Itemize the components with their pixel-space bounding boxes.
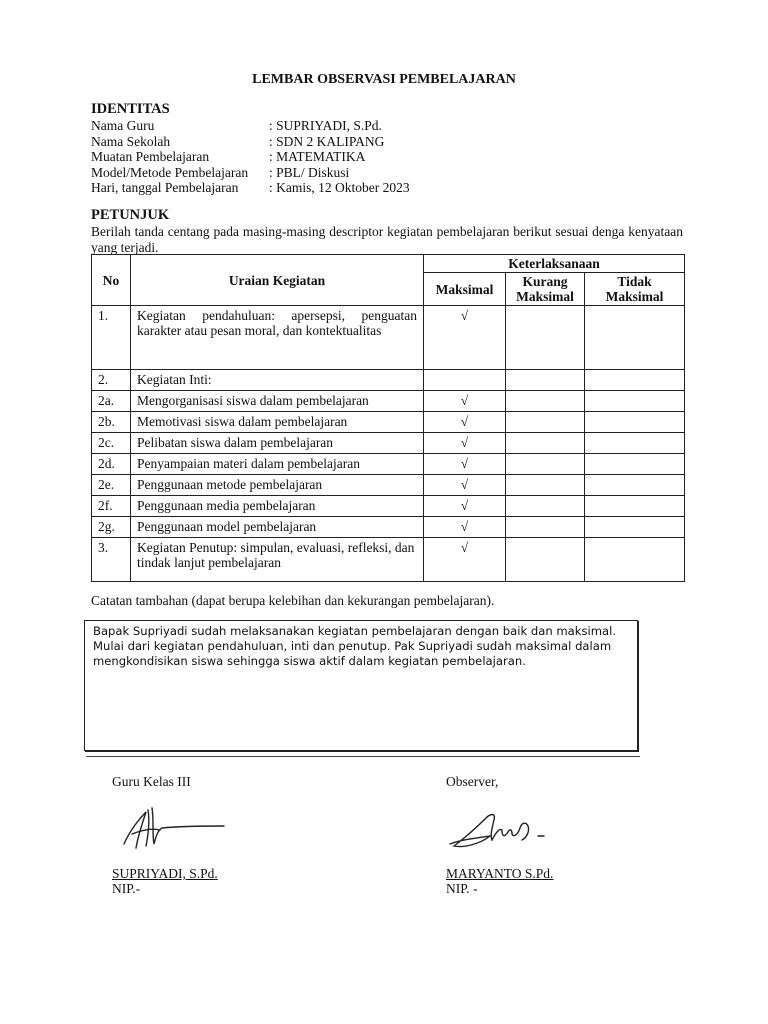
row-no: 2b. bbox=[92, 412, 131, 433]
petunjuk-text: Berilah tanda centang pada masing-masing descriptor kegiatan pembelajaran berikut sesuai denga kenyataan yang terjadi. bbox=[91, 224, 683, 255]
header-maksimal: Maksimal bbox=[424, 273, 506, 306]
row-kurang-check bbox=[506, 433, 585, 454]
row-kurang-check bbox=[506, 306, 585, 370]
row-tidak-check bbox=[585, 517, 685, 538]
row-no: 3. bbox=[92, 538, 131, 582]
table-row bbox=[92, 412, 685, 433]
identitas-label: Nama Guru bbox=[91, 118, 155, 133]
row-kurang-check bbox=[506, 538, 585, 582]
identitas-block bbox=[91, 118, 410, 196]
row-uraian: Penyampaian materi dalam pembelajaran bbox=[131, 454, 424, 475]
row-no: 2a. bbox=[92, 391, 131, 412]
row-tidak-check bbox=[585, 538, 685, 582]
identitas-row bbox=[91, 180, 410, 196]
signature-guru-icon bbox=[112, 800, 242, 856]
header-tidak-maksimal: Tidak Maksimal bbox=[585, 273, 685, 306]
identitas-value: : Kamis, 12 Oktober 2023 bbox=[269, 180, 410, 195]
signature-guru bbox=[112, 774, 242, 896]
row-maksimal-check: √ bbox=[424, 538, 506, 582]
row-tidak-check bbox=[585, 496, 685, 517]
identitas-value: : SUPRIYADI, S.Pd. bbox=[269, 118, 382, 133]
header-uraian: Uraian Kegiatan bbox=[131, 255, 424, 306]
row-maksimal-check: √ bbox=[424, 475, 506, 496]
row-uraian: Kegiatan pendahuluan: apersepsi, penguatan karakter atau pesan moral, dan kontektualitas bbox=[131, 306, 424, 370]
row-uraian: Penggunaan metode pembelajaran bbox=[131, 475, 424, 496]
identitas-label: Muatan Pembelajaran bbox=[91, 149, 210, 164]
row-kurang-check bbox=[506, 517, 585, 538]
identitas-label: Nama Sekolah bbox=[91, 133, 171, 149]
row-uraian: Mengorganisasi siswa dalam pembelajaran bbox=[131, 391, 424, 412]
row-tidak-check bbox=[585, 370, 685, 391]
row-no: 2. bbox=[92, 370, 131, 391]
row-maksimal-check: √ bbox=[424, 391, 506, 412]
identitas-value: : PBL/ Diskusi bbox=[269, 164, 350, 180]
row-tidak-check bbox=[585, 391, 685, 412]
signature-role: Observer, bbox=[446, 774, 499, 789]
identitas-value: : MATEMATIKA bbox=[269, 149, 366, 164]
row-uraian: Memotivasi siswa dalam pembelajaran bbox=[131, 412, 424, 433]
row-uraian: Kegiatan Inti: bbox=[131, 370, 424, 391]
table-row bbox=[92, 391, 685, 412]
row-kurang-check bbox=[506, 454, 585, 475]
row-maksimal-check: √ bbox=[424, 517, 506, 538]
row-tidak-check bbox=[585, 412, 685, 433]
row-tidak-check bbox=[585, 454, 685, 475]
table-header-row bbox=[92, 255, 685, 273]
signature-role: Guru Kelas III bbox=[112, 774, 191, 789]
identitas-row bbox=[91, 118, 410, 134]
table-row bbox=[92, 517, 685, 538]
header-keterlaksanaan: Keterlaksanaan bbox=[424, 255, 685, 273]
row-maksimal-check: √ bbox=[424, 412, 506, 433]
signature-observer-icon bbox=[446, 800, 576, 856]
identitas-row bbox=[91, 165, 410, 181]
row-no: 2c. bbox=[92, 433, 131, 454]
catatan-box: Bapak Supriyadi sudah melaksanakan kegiatan pembelajaran dengan baik dan maksimal. Mulai dari kegiatan pendahuluan, inti dan penutup. Pak Supriyadi sudah maksimal dalam mengkondisikan siswa sehingga siswa aktif dalam kegiatan pembelajaran. bbox=[84, 620, 638, 751]
signature-nip: NIP. - bbox=[446, 881, 478, 896]
row-maksimal-check: √ bbox=[424, 496, 506, 517]
signature-observer bbox=[446, 774, 576, 896]
observation-table bbox=[91, 254, 685, 582]
identitas-row bbox=[91, 149, 410, 165]
table-row bbox=[92, 454, 685, 475]
header-kurang-maksimal: Kurang Maksimal bbox=[506, 273, 585, 306]
document-title: LEMBAR OBSERVASI PEMBELAJARAN bbox=[252, 72, 516, 87]
row-uraian: Pelibatan siswa dalam pembelajaran bbox=[131, 433, 424, 454]
header-no: No bbox=[92, 255, 131, 306]
row-maksimal-check: √ bbox=[424, 433, 506, 454]
signature-name: MARYANTO S.Pd. bbox=[446, 866, 554, 881]
table-row bbox=[92, 475, 685, 496]
row-maksimal-check: √ bbox=[424, 454, 506, 475]
signature-nip: NIP.- bbox=[112, 881, 141, 896]
row-kurang-check bbox=[506, 496, 585, 517]
row-no: 1. bbox=[92, 306, 131, 370]
row-kurang-check bbox=[506, 370, 585, 391]
row-uraian: Penggunaan media pembelajaran bbox=[131, 496, 424, 517]
row-kurang-check bbox=[506, 475, 585, 496]
table-row bbox=[92, 433, 685, 454]
row-tidak-check bbox=[585, 306, 685, 370]
signature-name: SUPRIYADI, S.Pd. bbox=[112, 866, 218, 881]
row-kurang-check bbox=[506, 391, 585, 412]
row-maksimal-check bbox=[424, 370, 506, 391]
note-divider bbox=[86, 756, 640, 757]
row-uraian: Kegiatan Penutup: simpulan, evaluasi, refleksi, dan tindak lanjut pembelajaran bbox=[131, 538, 424, 582]
identitas-label: Hari, tanggal Pembelajaran bbox=[91, 180, 239, 195]
table-row bbox=[92, 370, 685, 391]
table-row bbox=[92, 496, 685, 517]
identitas-label: Model/Metode Pembelajaran bbox=[91, 164, 249, 180]
identitas-row bbox=[91, 134, 410, 150]
identitas-value: : SDN 2 KALIPANG bbox=[269, 133, 385, 149]
row-no: 2f. bbox=[92, 496, 131, 517]
row-no: 2g. bbox=[92, 517, 131, 538]
row-tidak-check bbox=[585, 475, 685, 496]
row-no: 2d. bbox=[92, 454, 131, 475]
table-row bbox=[92, 306, 685, 370]
table-row bbox=[92, 538, 685, 582]
row-tidak-check bbox=[585, 433, 685, 454]
identitas-heading: IDENTITAS bbox=[91, 101, 170, 117]
catatan-label: Catatan tambahan (dapat berupa kelebihan dan kekurangan pembelajaran). bbox=[91, 593, 495, 608]
row-uraian: Penggunaan model pembelajaran bbox=[131, 517, 424, 538]
row-maksimal-check: √ bbox=[424, 306, 506, 370]
row-kurang-check bbox=[506, 412, 585, 433]
petunjuk-heading: PETUNJUK bbox=[91, 207, 170, 223]
row-no: 2e. bbox=[92, 475, 131, 496]
